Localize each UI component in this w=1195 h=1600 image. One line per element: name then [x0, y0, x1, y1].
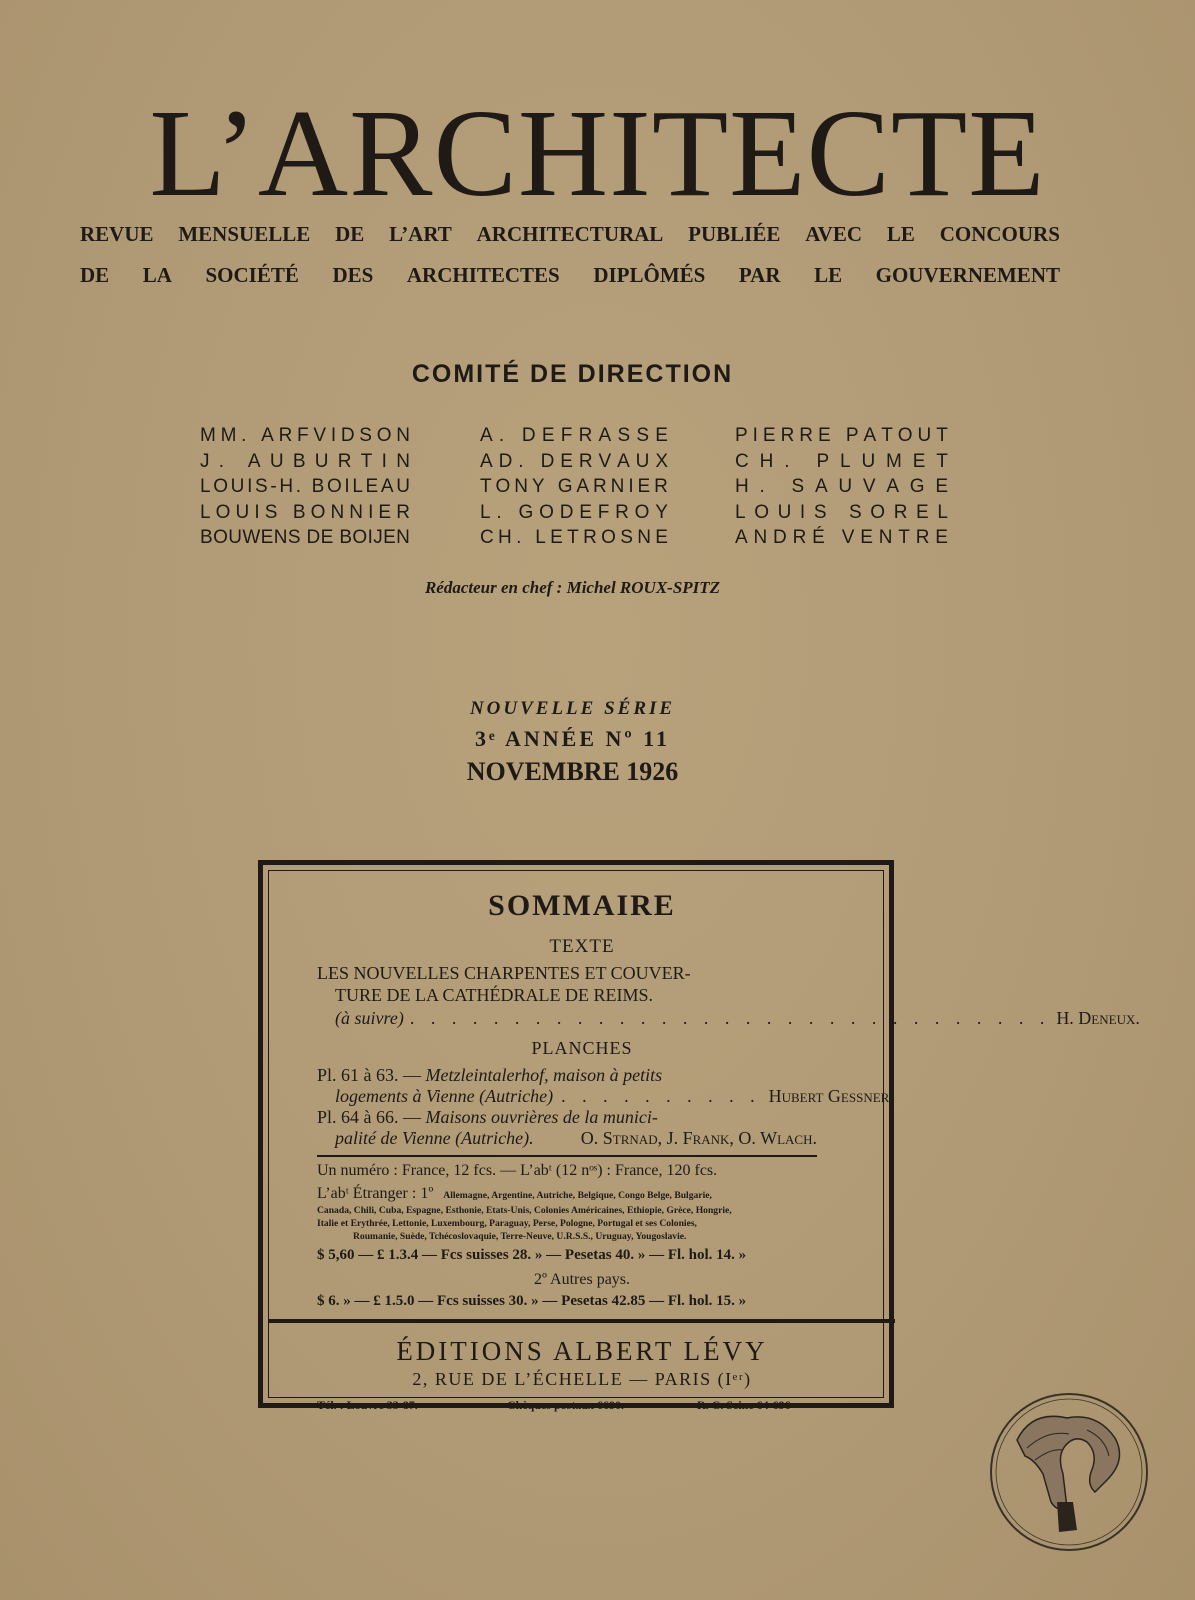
texte-author: H. Deneux.	[1056, 1008, 1140, 1028]
issue-date: NOVEMBRE 1926	[466, 757, 679, 786]
subtitle-2-word: GOUVERNEMENT	[875, 263, 1060, 287]
planche-1-author: Hubert Gessner.	[768, 1086, 894, 1106]
comite-member: T O N Y G A R N I E R	[480, 476, 668, 497]
planche-2-authors: O. Strnad, J. Frank, O. Wlach.	[580, 1128, 817, 1148]
planche-2-line-1	[317, 1107, 658, 1128]
texte-line-2: TURE DE LA CATHÉDRALE DE REIMS.	[335, 985, 653, 1005]
divider	[317, 1155, 817, 1157]
subtitle-1-word: DE	[335, 222, 365, 246]
subtitle-1-word: AVEC	[805, 222, 863, 246]
planche-2-location: palité de Vienne (Autriche).	[335, 1128, 534, 1148]
price-etranger-label: L’abᵗ Étranger : 1º	[317, 1185, 434, 1202]
comite-member: L O U I S S O R E L	[735, 501, 948, 523]
sommaire-title: SOMMAIRE	[488, 889, 676, 922]
sommaire-box	[258, 860, 1140, 1412]
publisher-name: ÉDITIONS ALBERT LÉVY	[396, 1336, 768, 1366]
subtitle-2-word: DE	[80, 263, 110, 287]
subtitle-2-word: DES	[332, 263, 374, 287]
countries-2: Canada, Chili, Cuba, Espagne, Esthonie, Etats-Unis, Colonies Américaines, Ethiopie, Grèce, Hongrie,	[317, 1205, 732, 1216]
comite-member: J . A U B U R T I N	[200, 450, 410, 472]
planche-1-line-1	[317, 1065, 662, 1086]
dot-leader: . . . . . . . . . .	[561, 1086, 761, 1106]
countries-4: Roumanie, Suède, Tchécoslovaquie, Terre-Neuve, U.R.S.S., Uruguay, Yougoslavie.	[353, 1231, 687, 1242]
comite-column-1	[200, 423, 410, 551]
dot-leader: . . . . . . . . . . . . . . . . . . . . . . . . . . . . . . .	[409, 1008, 1051, 1028]
texte-line-3	[335, 1008, 1140, 1029]
subtitle-1-word: ARCHITECTURAL	[476, 222, 664, 246]
subtitle-1-word: LE	[886, 222, 915, 246]
masthead-subtitle-1	[80, 222, 1060, 247]
redacteur-line: Rédacteur en chef : Michel ROUX-SPITZ	[424, 578, 721, 597]
comite-member: A . D E F R A S S E	[480, 425, 668, 446]
subtitle-2-word: LE	[814, 263, 843, 287]
subtitle-2-word: DIPLÔMÉS	[593, 263, 706, 287]
comite-member: H . S A U V A G E	[735, 476, 948, 497]
subtitle-2-word: ARCHITECTES	[406, 263, 560, 287]
masthead-subtitle-2	[80, 263, 1060, 288]
countries-1: Allemagne, Argentine, Autriche, Belgique, Congo Belge, Bulgarie,	[443, 1190, 712, 1201]
publisher-rc: R. C. Seine 64-696	[697, 1398, 791, 1412]
texte-line-3-note: (à suivre)	[335, 1008, 404, 1028]
comite-member: L O U I S - H . B O I L E A U	[200, 476, 410, 497]
texte-line-1: LES NOUVELLES CHARPENTES ET COUVER-	[317, 963, 691, 983]
comite-title: COMITÉ DE DIRECTION	[411, 360, 734, 388]
subtitle-1-word: MENSUELLE	[178, 222, 311, 246]
subtitle-1-word: PUBLIÉE	[688, 222, 781, 246]
publisher-tel: Tél. : Louvre 33-87.	[317, 1398, 418, 1412]
planche-2-ref: Pl. 64 à 66. —	[317, 1107, 426, 1127]
subtitle-1-word: L’ART	[389, 222, 452, 246]
serie-label: NOUVELLE SÉRIE	[469, 698, 676, 719]
planche-2-line-2	[335, 1128, 817, 1149]
masthead-title: L’ARCHITECTE	[149, 85, 1046, 223]
comite-member: A N D R É V E N T R E	[735, 527, 948, 548]
divider-thick	[269, 1319, 895, 1323]
subtitle-2-word: LA	[142, 263, 172, 287]
comite-member: M M . A R F V I D S O N	[200, 425, 410, 446]
comite-member: C H . L E T R O S N E	[480, 527, 668, 548]
comite-member: L . G O D E F R O Y	[480, 501, 668, 523]
subtitle-1-word: REVUE	[80, 222, 154, 246]
price-etranger-line	[317, 1185, 712, 1203]
hand-holding-pen-seal-icon	[987, 1390, 1152, 1555]
comite-member: P I E R R E P A T O U T	[735, 425, 948, 446]
planche-1-line-2	[335, 1086, 894, 1107]
subtitle-2-word: PAR	[738, 263, 781, 287]
texte-heading: TEXTE	[549, 936, 615, 957]
subtitle-2-word: SOCIÉTÉ	[205, 263, 299, 287]
subtitle-1-word: CONCOURS	[939, 222, 1060, 246]
comite-member: A D . D E R V A U X	[480, 450, 668, 472]
rates-2: $ 6. » — £ 1.5.0 — Fcs suisses 30. » — Pesetas 42.85 — Fl. hol. 15. »	[317, 1293, 747, 1309]
comite-member: L O U I S B O N N I E R	[200, 501, 410, 523]
planches-heading: PLANCHES	[531, 1038, 633, 1058]
comite-column-2	[480, 423, 668, 551]
publisher-cheques: Chèques postaux 6690.	[507, 1398, 625, 1412]
autres-pays: 2º Autres pays.	[533, 1271, 631, 1288]
comite-column-3	[735, 423, 948, 551]
planche-1-ref: Pl. 61 à 63. —	[317, 1065, 426, 1085]
planche-2-title: Maisons ouvrières de la munici-	[425, 1107, 658, 1127]
comite-member: B O U W E N S D E B O I J E N	[200, 527, 410, 548]
planche-1-location: logements à Vienne (Autriche)	[335, 1086, 554, 1106]
rates-1: $ 5,60 — £ 1.3.4 — Fcs suisses 28. » — Pesetas 40. » — Fl. hol. 14. »	[317, 1247, 747, 1263]
publisher-address: 2, RUE DE L’ÉCHELLE — PARIS (Iᵉʳ)	[412, 1369, 752, 1389]
annee-number: 3ᵉ ANNÉE Nº 11	[475, 726, 670, 751]
planche-1-title: Metzleintalerhof, maison à petits	[425, 1065, 663, 1085]
comite-member: C H . P L U M E T	[735, 450, 948, 472]
price-numero: Un numéro : France, 12 fcs. — L’abᵗ (12 nᵒˢ) : France, 120 fcs.	[317, 1162, 718, 1179]
countries-3: Italie et Erythrée, Lettonie, Luxembourg, Paraguay, Perse, Pologne, Portugal et ses Colonies,	[317, 1218, 697, 1229]
